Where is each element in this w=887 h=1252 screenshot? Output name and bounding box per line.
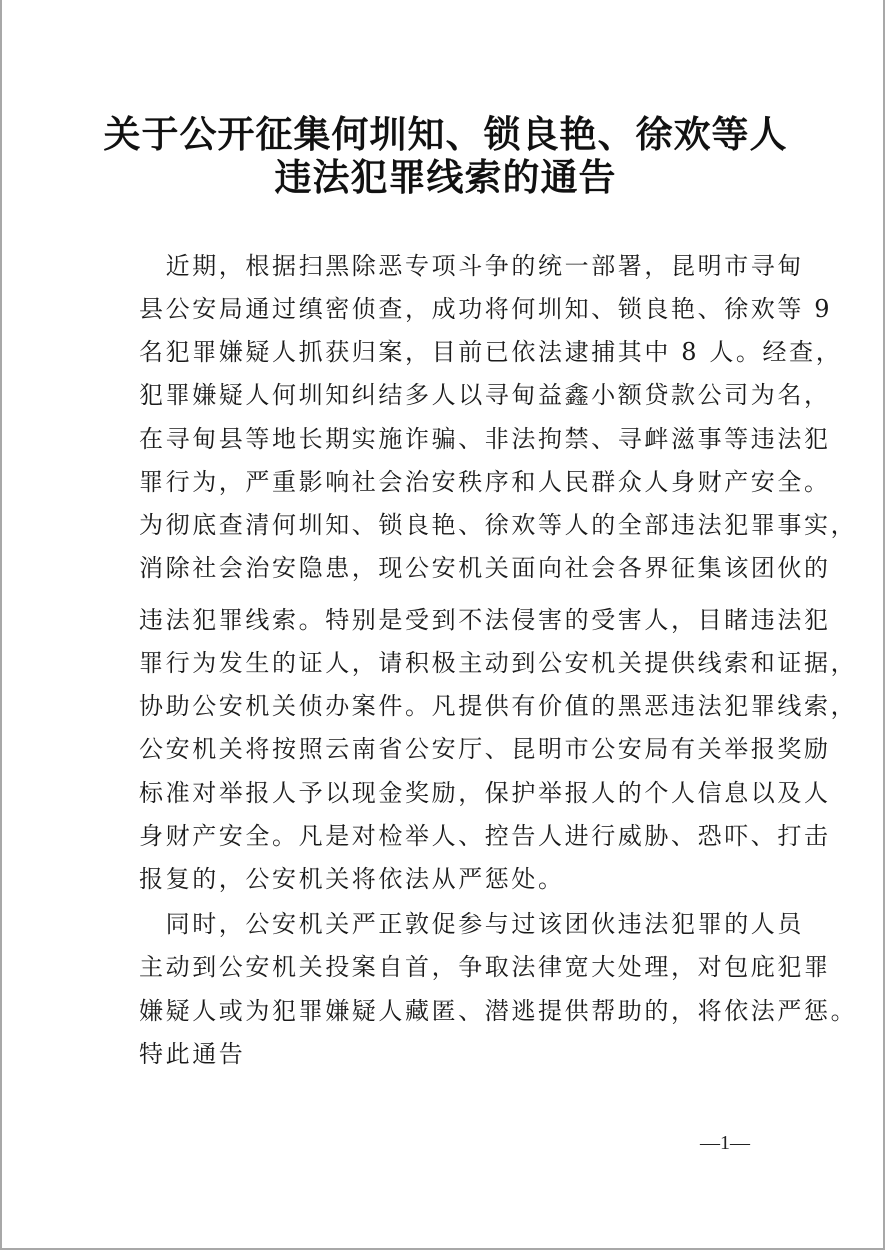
paragraph-2-line: 主动到公安机关投案自首，争取法律宽大处理，对包庇犯罪	[139, 953, 831, 981]
paragraph-1-line: 公安机关将按照云南省公安厅、昆明市公安局有关举报奖励	[139, 735, 831, 763]
paragraph-1-line: 标准对举报人予以现金奖励，保护举报人的个人信息以及人	[139, 779, 831, 807]
paragraph-2-line: 同时，公安机关严正敦促参与过该团伙违法犯罪的人员	[139, 910, 804, 938]
paragraph-1-line: 违法犯罪线索。特别是受到不法侵害的受害人，目睹违法犯	[139, 606, 831, 634]
paragraph-1-line: 罪行为发生的证人，请积极主动到公安机关提供线索和证据，	[139, 649, 858, 677]
paragraph-1-line: 为彻底查清何圳知、锁良艳、徐欢等人的全部违法犯罪事实，	[139, 511, 858, 539]
paragraph-2-line: 嫌疑人或为犯罪嫌疑人藏匿、潜逃提供帮助的，将依法严惩。	[139, 997, 858, 1025]
paragraph-1-line: 近期，根据扫黑除恶专项斗争的统一部署，昆明市寻甸	[139, 252, 804, 280]
paragraph-1-line: 犯罪嫌疑人何圳知纠结多人以寻甸益鑫小额贷款公司为名，	[139, 381, 831, 409]
page-number: —1—	[700, 1132, 750, 1154]
document-title-line-1: 关于公开征集何圳知、锁良艳、徐欢等人	[103, 112, 788, 156]
paragraph-1-line: 报复的，公安机关将依法从严惩处。	[139, 865, 565, 893]
document-title-line-2: 违法犯罪线索的通告	[274, 155, 617, 199]
paragraph-1-line: 协助公安机关侦办案件。凡提供有价值的黑恶违法犯罪线索，	[139, 692, 858, 720]
paragraph-1-line: 消除社会治安隐患，现公安机关面向社会各界征集该团伙的	[139, 554, 831, 582]
paragraph-1-line: 罪行为，严重影响社会治安秩序和人民群众人身财产安全。	[139, 468, 831, 496]
paragraph-1-line: 县公安局通过缜密侦查，成功将何圳知、锁良艳、徐欢等 9	[139, 295, 833, 323]
paragraph-1-line: 名犯罪嫌疑人抓获归案，目前已依法逮捕其中 8 人。经查，	[139, 338, 843, 366]
paragraph-1-line: 身财产安全。凡是对检举人、控告人进行威胁、恐吓、打击	[139, 822, 831, 850]
paragraph-1-line: 在寻甸县等地长期实施诈骗、非法拘禁、寻衅滋事等违法犯	[139, 425, 831, 453]
closing-text: 特此通告	[139, 1040, 246, 1068]
